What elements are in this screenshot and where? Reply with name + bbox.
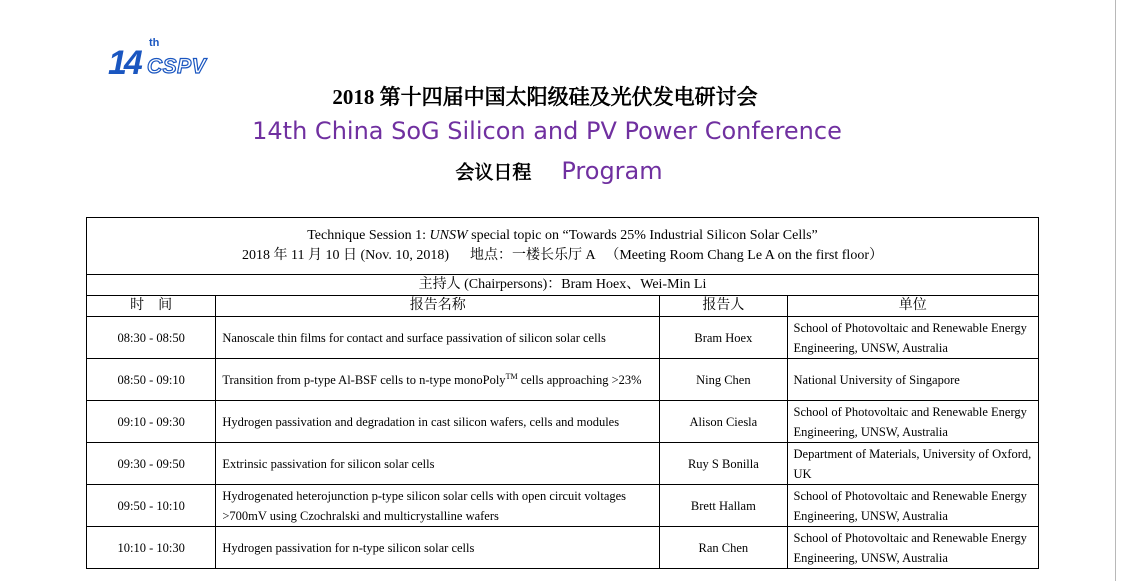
session-title-suffix: special topic on “Towards 25% Industrial Silicon Solar Cells” (467, 228, 818, 243)
program-heading-cn: 会议日程 (455, 162, 532, 184)
program-table (86, 217, 1039, 569)
cell-title-part: cells approaching >23% (517, 372, 642, 387)
program-heading (0, 157, 1118, 185)
cell-unit: School of Photovoltaic and Renewable Energy Engineering, UNSW, Australia (787, 527, 1038, 569)
cell-time: 08:50 - 09:10 (87, 359, 216, 401)
cell-time: 08:30 - 08:50 (87, 317, 216, 359)
cell-time: 09:30 - 09:50 (87, 443, 216, 485)
session-title-italic: UNSW (429, 228, 468, 243)
cell-title: Hydrogen passivation and degradation in cast silicon wafers, cells and modules (216, 401, 660, 443)
cell-speaker: Brett Hallam (660, 485, 787, 527)
cell-unit: School of Photovoltaic and Renewable Energy Engineering, UNSW, Australia (787, 317, 1038, 359)
cell-speaker: Ruy S Bonilla (660, 443, 787, 485)
table-row (87, 401, 1039, 443)
cell-time: 10:10 - 10:30 (87, 527, 216, 569)
col-header-title: 报告名称 (216, 296, 660, 317)
cell-title (216, 359, 660, 401)
col-header-speaker: 报告人 (660, 296, 787, 317)
cell-unit: Department of Materials, University of Oxford, UK (787, 443, 1038, 485)
table-row (87, 443, 1039, 485)
session-title (93, 226, 1032, 246)
logo-acronym: CSPV (147, 55, 207, 78)
conference-title-en: 14th China SoG Silicon and PV Power Conference (252, 117, 842, 145)
program-heading-en: Program (561, 157, 663, 185)
cell-title: Nanoscale thin films for contact and surface passivation of silicon solar cells (216, 317, 660, 359)
chairpersons-row (87, 275, 1039, 296)
session-date-location: 2018 年 11 月 10 日 (Nov. 10, 2018) 地点：一楼长乐厅 A （Meeting Room Chang Le A on the first floor） (242, 248, 883, 263)
logo-superscript: th (149, 37, 160, 49)
cspv-logo (108, 38, 206, 86)
session-title-prefix: Technique Session 1: (307, 228, 430, 243)
table-row (87, 485, 1039, 527)
cell-unit: School of Photovoltaic and Renewable Energy Engineering, UNSW, Australia (787, 401, 1038, 443)
cell-speaker: Bram Hoex (660, 317, 787, 359)
cell-speaker: Ning Chen (660, 359, 787, 401)
cell-time: 09:10 - 09:30 (87, 401, 216, 443)
col-header-unit: 单位 (787, 296, 1038, 317)
session-info (87, 218, 1039, 275)
conference-title-cn: 2018 第十四届中国太阳级硅及光伏发电研讨会 (332, 85, 758, 109)
cell-unit: School of Photovoltaic and Renewable Energy Engineering, UNSW, Australia (787, 485, 1038, 527)
session-header-row (87, 218, 1039, 275)
col-header-time: 时 间 (87, 296, 216, 317)
table-row (87, 317, 1039, 359)
cell-unit: National University of Singapore (787, 359, 1038, 401)
table-row (87, 527, 1039, 569)
logo-number: 14 (108, 44, 140, 82)
cell-title-part: Transition from p-type Al-BSF cells to n-type monoPoly (222, 372, 506, 387)
cell-title: Hydrogen passivation for n-type silicon solar cells (216, 527, 660, 569)
cell-title: Hydrogenated heterojunction p-type silicon solar cells with open circuit voltages >700mV using Czochralski and multicrystalline wafers (216, 485, 660, 527)
cell-speaker: Alison Ciesla (660, 401, 787, 443)
cell-title: Extrinsic passivation for silicon solar cells (216, 443, 660, 485)
trademark-sup: TM (505, 371, 518, 381)
table-row (87, 359, 1039, 401)
cell-speaker: Ran Chen (660, 527, 787, 569)
page-edge-line (1115, 0, 1116, 581)
column-header-row (87, 296, 1039, 317)
chairpersons: 主持人 (Chairpersons)：Bram Hoex、Wei-Min Li (87, 275, 1039, 296)
cell-time: 09:50 - 10:10 (87, 485, 216, 527)
